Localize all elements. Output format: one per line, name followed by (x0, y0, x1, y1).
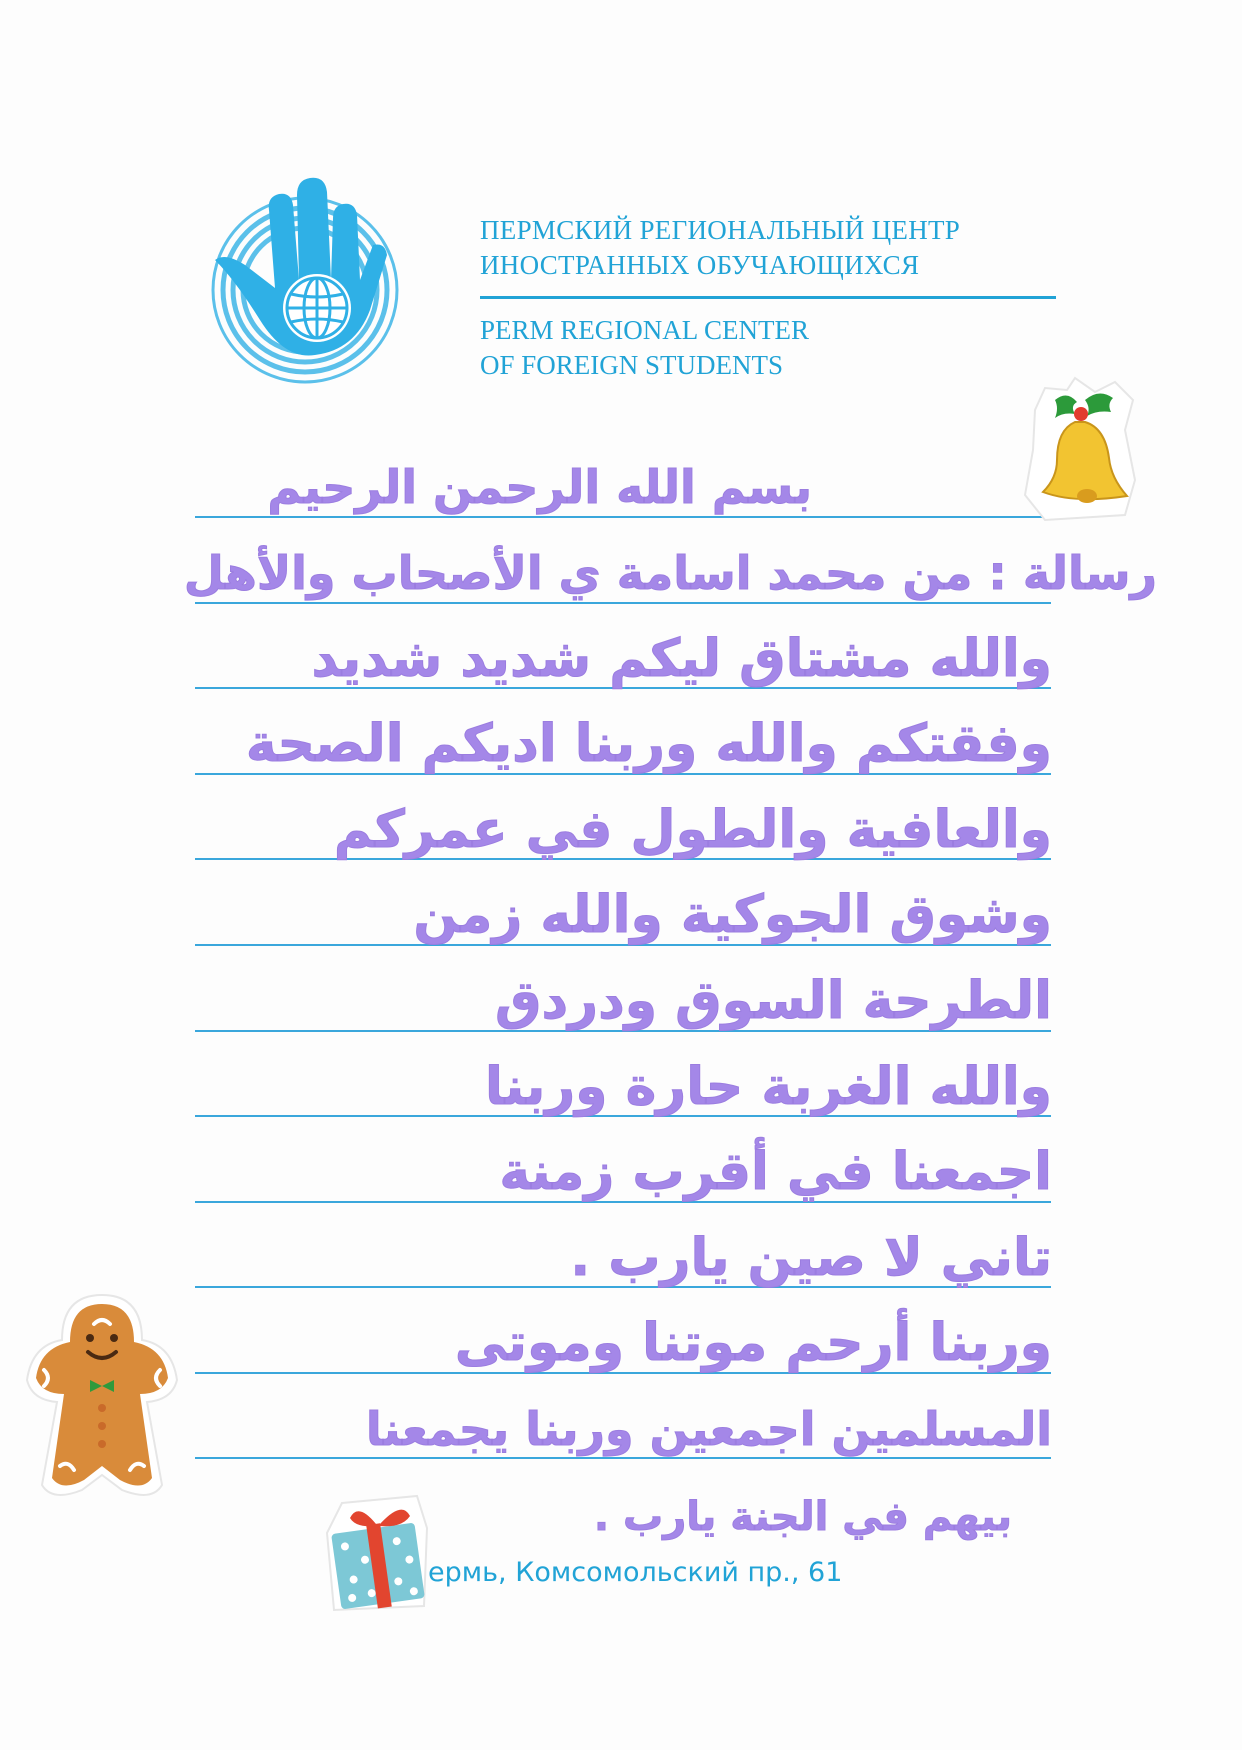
handwritten-line: الطرحة السوق ودردق (494, 971, 1052, 1031)
org-en-line1: PERM REGIONAL CENTER (480, 315, 809, 345)
handwritten-line: المسلمين اجمعين وربنا يجمعنا (365, 1402, 1052, 1456)
hand-globe-logo (205, 170, 405, 400)
organization-name-ru (480, 213, 960, 283)
handwritten-line: والله مشتاق ليكم شديد شديد (311, 629, 1052, 689)
handwritten-line: وربنا أرحم موتنا وموتى (454, 1313, 1052, 1373)
handwritten-line: بسم الله الرحمن الرحيم (267, 460, 812, 514)
gingerbread-man-icon (22, 1290, 182, 1505)
organization-name-en (480, 313, 809, 383)
handwritten-line: بيهم في الجنة يارب . (593, 1494, 1012, 1540)
org-ru-line2: ИНОСТРАННЫХ ОБУЧАЮЩИХСЯ (480, 250, 920, 280)
handwritten-line: وشوق الجوكية والله زمن (413, 885, 1052, 945)
org-ru-line1: ПЕРМСКИЙ РЕГИОНАЛЬНЫЙ ЦЕНТР (480, 215, 961, 245)
handwritten-line: تاني لا صين يارب . (570, 1228, 1052, 1288)
handwritten-line: اجمعنا في أقرب زمنة (499, 1142, 1052, 1202)
gift-box-icon (322, 1488, 432, 1618)
org-en-line2: OF FOREIGN STUDENTS (480, 350, 784, 380)
header-divider (480, 296, 1056, 299)
handwritten-line: والله الغربة حارة وربنا (484, 1057, 1052, 1117)
christmas-bell-icon (1015, 370, 1145, 525)
footer-address: ермь, Комсомольский пр., 61 (428, 1557, 843, 1588)
handwritten-line: وفقتكم والله وربنا اديكم الصحة (245, 714, 1052, 774)
handwritten-line: رسالة : من محمد اسامة ي الأصحاب والأهل (183, 546, 1157, 600)
handwritten-line: والعافية والطول في عمركم (333, 800, 1052, 860)
